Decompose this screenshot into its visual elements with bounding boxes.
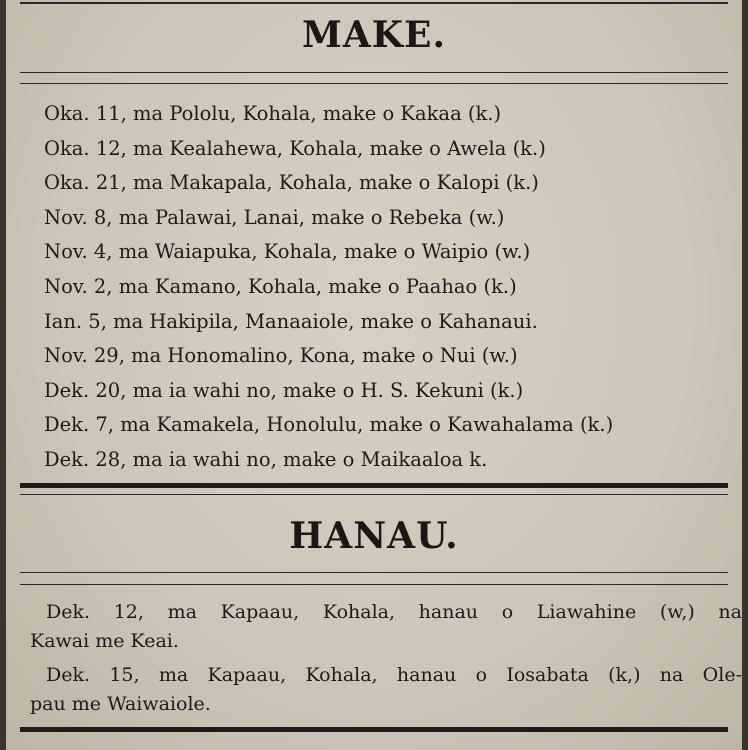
make-heading-rule-lower bbox=[20, 83, 728, 84]
make-heading-rule-upper bbox=[20, 72, 728, 73]
hanau-heading: HANAU. bbox=[289, 515, 459, 557]
section-divider-thin bbox=[20, 494, 728, 495]
death-notice: Dek. 20, ma ia wahi no, make o H. S. Kekuni (k.) bbox=[44, 378, 524, 402]
hanau-heading-rule-upper bbox=[20, 572, 728, 573]
make-heading: MAKE. bbox=[301, 14, 447, 56]
birth-notices-list bbox=[30, 598, 742, 724]
death-notice: Dek. 28, ma ia wahi no, make o Maikaaloa k. bbox=[44, 447, 488, 471]
bottom-rule bbox=[20, 727, 728, 732]
birth-notice bbox=[30, 661, 742, 719]
death-notice: Oka. 21, ma Makapala, Kohala, make o Kalopi (k.) bbox=[44, 171, 539, 195]
death-notice: Oka. 12, ma Kealahewa, Kohala, make o Awela (k.) bbox=[44, 136, 546, 160]
top-rule bbox=[20, 2, 728, 4]
birth-notice bbox=[30, 598, 742, 656]
death-notice: Ian. 5, ma Hakipila, Manaaiole, make o Kahanaui. bbox=[44, 309, 538, 333]
birth-notice-line: Kawai me Keai. bbox=[30, 630, 179, 652]
birth-notice-line: Dek. 12, ma Kapaau, Kohala, hanau o Liawahine (w,) na bbox=[46, 601, 742, 623]
hanau-heading-rule-lower bbox=[20, 584, 728, 585]
birth-notice-line: Dek. 15, ma Kapaau, Kohala, hanau o Iosabata (k,) na Ole- bbox=[46, 664, 742, 686]
death-notices-list bbox=[44, 97, 744, 478]
death-notice: Oka. 11, ma Pololu, Kohala, make o Kakaa (k.) bbox=[44, 102, 502, 125]
death-notice: Nov. 4, ma Waiapuka, Kohala, make o Waipio (w.) bbox=[44, 240, 531, 264]
birth-notice-line: pau me Waiwaiole. bbox=[30, 693, 211, 715]
death-notice: Nov. 8, ma Palawai, Lanai, make o Rebeka (w.) bbox=[44, 205, 505, 229]
death-notice: Nov. 29, ma Honomalino, Kona, make o Nui (w.) bbox=[44, 344, 518, 368]
death-notice: Nov. 2, ma Kamano, Kohala, make o Paahao (k.) bbox=[44, 274, 517, 298]
section-divider bbox=[20, 483, 728, 488]
death-notice: Dek. 7, ma Kamakela, Honolulu, make o Kawahalama (k.) bbox=[44, 413, 614, 437]
